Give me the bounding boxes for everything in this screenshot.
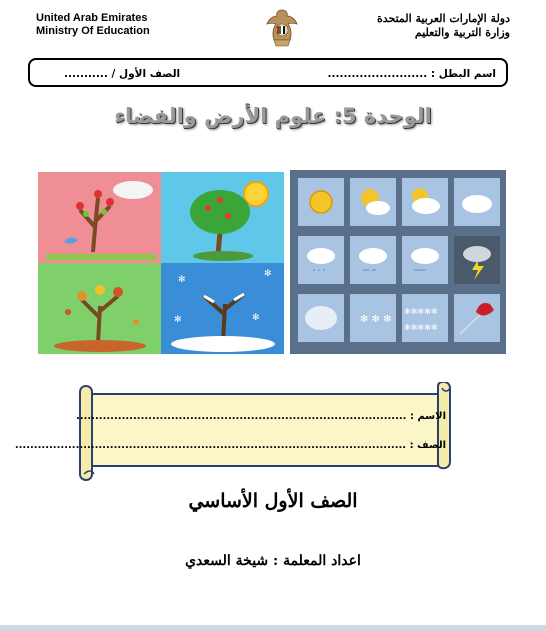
name-card-scroll (70, 382, 460, 486)
svg-text:✻✻✻✻✻: ✻✻✻✻✻ (404, 307, 438, 316)
country-name-ar: دولة الإمارات العربية المتحدة (376, 12, 510, 25)
weather-icons-picture (290, 170, 506, 354)
grade-title: الصف الأول الأساسي (188, 490, 358, 512)
student-name-label: اسم البطل : ......................... (327, 68, 496, 80)
card-grade-label: الصف : ....................................................................................................... (14, 440, 446, 451)
country-name-en: United Arab Emirates (36, 12, 148, 24)
svg-text:✻: ✻ (174, 315, 182, 325)
student-info-box (28, 58, 508, 87)
svg-text:✻: ✻ (178, 275, 186, 285)
ministry-name-en: Ministry Of Education (36, 25, 150, 37)
ministry-name-ar: وزارة التربية والتعليم (414, 26, 510, 39)
svg-text:′′′′′′: ′′′′′′ (414, 269, 427, 279)
svg-text:✻: ✻ (252, 313, 260, 323)
prepared-by: اعداد المعلمة : شيخة السعدي (185, 553, 361, 569)
svg-text:′ ′ ′: ′ ′ ′ (313, 269, 325, 279)
four-seasons-trees-picture (38, 172, 284, 354)
svg-text:✻ ✻ ✻: ✻ ✻ ✻ (360, 314, 392, 325)
svg-text:✻: ✻ (264, 269, 272, 279)
student-grade-label: الصف الأول / ........... (64, 68, 181, 80)
header-english (36, 12, 150, 38)
uae-emblem-icon (262, 6, 302, 50)
svg-text:′′′ ′′: ′′′ ′′ (363, 269, 377, 279)
header-arabic (377, 12, 510, 40)
card-name-label: الاسم : ....................................................................................... (75, 411, 446, 422)
unit-title: الوحدة 5: علوم الأرض والفضاء (114, 104, 432, 128)
svg-text:✻✻✻✻✻: ✻✻✻✻✻ (404, 323, 438, 332)
bottom-rule (0, 625, 546, 631)
